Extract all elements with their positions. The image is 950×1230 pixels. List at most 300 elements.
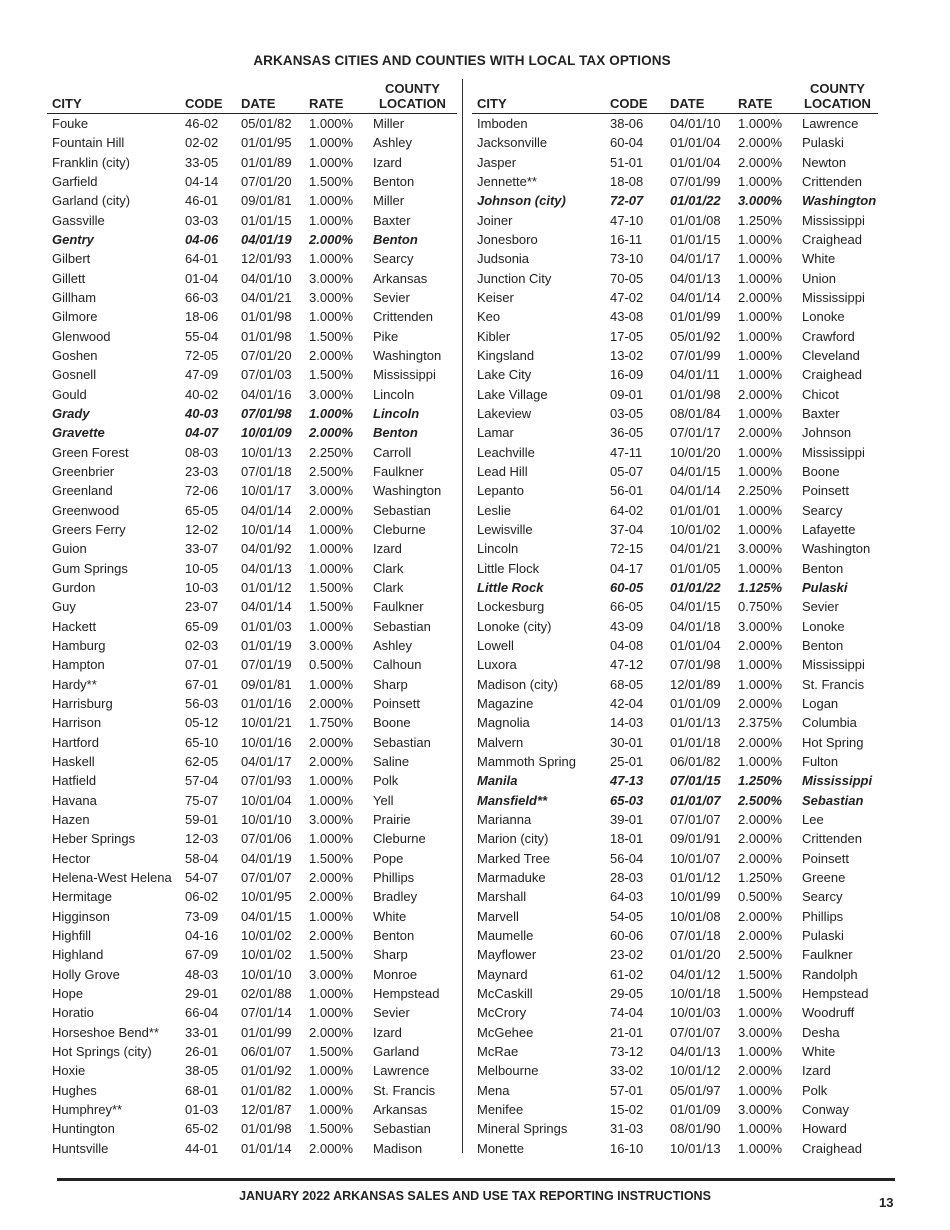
cell-rate: 1.000% xyxy=(738,753,783,769)
cell-rate: 1.000% xyxy=(738,406,783,422)
cell-county: Boone xyxy=(373,715,411,731)
table-row xyxy=(47,578,457,597)
cell-city: Gillett xyxy=(52,270,86,286)
cell-county: Benton xyxy=(373,232,418,248)
cell-county: Poinsett xyxy=(373,696,420,711)
cell-rate: 3.000% xyxy=(738,618,783,634)
cell-rate: 1.000% xyxy=(738,116,783,132)
table-row xyxy=(47,964,457,983)
cell-date: 01/01/12 xyxy=(670,869,721,885)
cell-county: Izard xyxy=(373,1024,402,1040)
cell-date: 05/01/92 xyxy=(670,328,721,344)
cell-code: 46-01 xyxy=(185,193,219,209)
cell-rate: 1.000% xyxy=(738,328,783,344)
cell-rate: 2.250% xyxy=(309,444,354,460)
cell-code: 54-07 xyxy=(185,869,219,885)
cell-county: Washington xyxy=(373,348,442,364)
cell-code: 73-09 xyxy=(185,908,219,924)
cell-rate: 1.000% xyxy=(309,309,354,325)
cell-rate: 3.000% xyxy=(309,638,354,654)
cell-city: Lewisville xyxy=(477,522,533,538)
cell-county: Faulkner xyxy=(373,464,424,480)
cell-code: 05-12 xyxy=(185,715,219,731)
cell-city: Hot Springs (city) xyxy=(52,1043,152,1059)
cell-rate: 2.000% xyxy=(738,734,783,750)
table-row xyxy=(472,945,878,964)
cell-city: Gould xyxy=(52,386,87,402)
table-row xyxy=(47,733,457,752)
table-row xyxy=(47,810,457,829)
cell-county: Mississippi xyxy=(802,444,865,460)
cell-city: Magnolia xyxy=(477,715,530,731)
cell-date: 04/01/17 xyxy=(241,753,292,769)
cell-county: Mississippi xyxy=(373,367,436,383)
cell-rate: 2.500% xyxy=(738,792,783,808)
cell-date: 04/01/13 xyxy=(670,1043,721,1059)
table-row xyxy=(47,327,457,346)
cell-code: 07-01 xyxy=(185,657,219,673)
cell-code: 57-04 xyxy=(185,773,219,789)
cell-code: 16-09 xyxy=(610,367,644,383)
cell-rate: 1.000% xyxy=(738,1140,783,1156)
cell-city: Leslie xyxy=(477,502,511,518)
cell-city: Mansfield** xyxy=(477,792,548,808)
cell-rate: 1.000% xyxy=(309,831,354,847)
cell-date: 04/01/19 xyxy=(241,850,292,866)
cell-county: St. Francis xyxy=(373,1082,436,1098)
cell-city: Hughes xyxy=(52,1082,97,1098)
table-row xyxy=(47,481,457,500)
cell-rate: 1.500% xyxy=(309,580,354,596)
cell-county: Desha xyxy=(802,1024,840,1040)
cell-code: 60-05 xyxy=(610,580,644,596)
cell-date: 04/01/18 xyxy=(670,618,721,634)
cell-city: Havana xyxy=(52,792,97,808)
cell-city: Huntsville xyxy=(52,1140,109,1156)
cell-date: 07/01/14 xyxy=(241,1005,292,1021)
table-row xyxy=(47,636,457,655)
cell-code: 54-05 xyxy=(610,908,644,924)
table-row xyxy=(472,1003,878,1022)
cell-county: Cleburne xyxy=(373,522,426,538)
table-row xyxy=(472,423,878,442)
cell-date: 04/01/13 xyxy=(241,560,292,576)
cell-county: Randolph xyxy=(802,966,858,982)
cell-county: Izard xyxy=(802,1063,831,1079)
cell-date: 04/01/13 xyxy=(670,270,721,286)
cell-county: Logan xyxy=(802,696,839,711)
cell-code: 55-04 xyxy=(185,328,219,344)
cell-rate: 1.250% xyxy=(738,212,783,228)
cell-county: Sharp xyxy=(373,947,408,963)
cell-date: 01/01/09 xyxy=(670,1101,721,1117)
table-row xyxy=(472,636,878,655)
cell-rate: 2.000% xyxy=(309,425,354,441)
cell-rate: 2.000% xyxy=(738,154,783,170)
table-row xyxy=(472,906,878,925)
cell-code: 10-05 xyxy=(185,560,219,576)
cell-rate: 2.000% xyxy=(738,811,783,827)
cell-county: Lonoke xyxy=(802,309,845,325)
cell-date: 10/01/95 xyxy=(241,889,292,905)
cell-county: Sevier xyxy=(373,1005,410,1021)
header-county-line2: LOCATION xyxy=(379,96,446,111)
cell-date: 04/01/14 xyxy=(241,599,292,615)
cell-rate: 2.000% xyxy=(738,290,783,306)
cell-code: 47-12 xyxy=(610,657,644,673)
page-title: ARKANSAS CITIES AND COUNTIES WITH LOCAL TAX OPTIONS xyxy=(253,53,671,68)
cell-city: Grady xyxy=(52,406,90,422)
cell-county: Faulkner xyxy=(802,947,853,963)
table-row xyxy=(47,713,457,732)
cell-rate: 2.000% xyxy=(738,927,783,943)
cell-rate: 3.000% xyxy=(309,290,354,306)
cell-county: White xyxy=(802,1043,836,1059)
cell-rate: 1.500% xyxy=(309,947,354,963)
cell-date: 01/01/18 xyxy=(670,734,721,750)
table-row xyxy=(472,733,878,752)
table-row xyxy=(47,926,457,945)
table-row xyxy=(47,1080,457,1099)
cell-code: 60-06 xyxy=(610,927,644,943)
cell-county: Johnson xyxy=(802,425,852,441)
cell-date: 01/01/05 xyxy=(670,560,721,576)
cell-city: Guion xyxy=(52,541,87,557)
cell-date: 01/01/95 xyxy=(241,135,292,151)
cell-county: Craighead xyxy=(802,1140,862,1156)
cell-code: 31-03 xyxy=(610,1121,644,1137)
cell-date: 04/01/21 xyxy=(241,290,292,306)
table-row xyxy=(472,1119,878,1138)
right-header-row xyxy=(472,77,878,114)
cell-rate: 1.000% xyxy=(309,985,354,1001)
cell-city: Hermitage xyxy=(52,889,112,905)
cell-city: Maumelle xyxy=(477,927,534,943)
header-county-location xyxy=(797,77,878,114)
cell-rate: 2.000% xyxy=(309,348,354,364)
cell-code: 39-01 xyxy=(610,811,644,827)
cell-code: 04-07 xyxy=(185,425,219,441)
header-rate: RATE xyxy=(304,77,368,114)
cell-city: Greenwood xyxy=(52,502,120,518)
cell-county: Sebastian xyxy=(373,618,431,634)
cell-date: 04/01/10 xyxy=(241,270,292,286)
cell-date: 02/01/88 xyxy=(241,985,292,1001)
cell-code: 47-09 xyxy=(185,367,219,383)
cell-code: 04-08 xyxy=(610,638,644,654)
cell-city: Junction City xyxy=(477,270,552,286)
cell-date: 01/01/09 xyxy=(670,696,721,711)
table-row xyxy=(47,269,457,288)
cell-city: Kibler xyxy=(477,328,511,344)
table-row xyxy=(472,771,878,790)
cell-city: Mammoth Spring xyxy=(477,753,576,769)
header-code: CODE xyxy=(605,77,665,114)
cell-city: Hartford xyxy=(52,734,99,750)
table-row xyxy=(472,172,878,191)
right-table-body xyxy=(472,114,878,1158)
cell-date: 07/01/17 xyxy=(670,425,721,441)
cell-date: 01/01/04 xyxy=(670,154,721,170)
cell-county: Lawrence xyxy=(802,116,859,132)
cell-rate: 1.000% xyxy=(738,676,783,692)
cell-code: 74-04 xyxy=(610,1005,644,1021)
table-row xyxy=(472,868,878,887)
table-row xyxy=(47,868,457,887)
cell-code: 06-02 xyxy=(185,889,219,905)
cell-county: Benton xyxy=(373,425,418,441)
cell-rate: 1.000% xyxy=(309,406,354,422)
cell-city: Leachville xyxy=(477,444,535,460)
cell-county: Faulkner xyxy=(373,599,424,615)
cell-date: 04/01/17 xyxy=(670,251,721,267)
cell-city: Little Flock xyxy=(477,560,540,576)
cell-code: 65-05 xyxy=(185,502,219,518)
cell-code: 13-02 xyxy=(610,348,644,364)
cell-county: Baxter xyxy=(802,406,840,422)
table-row xyxy=(47,501,457,520)
cell-city: Madison (city) xyxy=(477,676,558,692)
cell-code: 12-02 xyxy=(185,522,219,538)
cell-date: 04/01/92 xyxy=(241,541,292,557)
cell-county: Pulaski xyxy=(802,927,844,943)
cell-county: Hot Spring xyxy=(802,734,864,750)
cell-city: Gilbert xyxy=(52,251,91,267)
cell-county: Garland xyxy=(373,1043,420,1059)
cell-date: 10/01/09 xyxy=(241,425,292,441)
cell-county: Sebastian xyxy=(373,1121,431,1137)
cell-county: Pulaski xyxy=(802,135,844,151)
cell-county: Izard xyxy=(373,541,402,557)
header-city: CITY xyxy=(47,77,180,114)
cell-rate: 1.500% xyxy=(309,1043,354,1059)
cell-code: 08-03 xyxy=(185,444,219,460)
cell-county: Benton xyxy=(802,638,844,654)
cell-date: 01/01/03 xyxy=(241,618,292,634)
cell-rate: 3.000% xyxy=(309,483,354,499)
cell-rate: 1.500% xyxy=(309,328,354,344)
cell-rate: 2.500% xyxy=(309,464,354,480)
header-county-line1: COUNTY xyxy=(810,81,865,96)
table-row xyxy=(47,1022,457,1041)
table-row xyxy=(472,1042,878,1061)
cell-rate: 1.000% xyxy=(738,522,783,538)
cell-city: Luxora xyxy=(477,657,517,673)
cell-county: Arkansas xyxy=(373,270,428,286)
cell-city: Marshall xyxy=(477,889,527,905)
cell-date: 01/01/98 xyxy=(241,328,292,344)
header-date: DATE xyxy=(665,77,733,114)
cell-city: McCaskill xyxy=(477,985,533,1001)
cell-date: 07/01/18 xyxy=(241,464,292,480)
cell-rate: 2.250% xyxy=(738,483,783,499)
cell-date: 10/01/02 xyxy=(241,927,292,943)
cell-code: 64-03 xyxy=(610,889,644,905)
cell-code: 42-04 xyxy=(610,696,644,711)
cell-county: Union xyxy=(802,270,836,286)
cell-date: 10/01/07 xyxy=(670,850,721,866)
cell-county: Bradley xyxy=(373,889,418,905)
cell-city: Hazen xyxy=(52,811,90,827)
cell-county: Sebastian xyxy=(373,502,431,518)
table-row xyxy=(47,365,457,384)
cell-code: 67-09 xyxy=(185,947,219,963)
cell-date: 07/01/20 xyxy=(241,174,292,190)
cell-code: 47-10 xyxy=(610,212,644,228)
cell-code: 17-05 xyxy=(610,328,644,344)
table-row xyxy=(47,790,457,809)
table-row xyxy=(47,153,457,172)
cell-county: Mississippi xyxy=(802,773,873,789)
cell-county: Madison xyxy=(373,1140,423,1156)
cell-code: 65-09 xyxy=(185,618,219,634)
cell-rate: 1.125% xyxy=(738,580,783,596)
table-row xyxy=(47,848,457,867)
table-row xyxy=(472,153,878,172)
cell-county: Crittenden xyxy=(373,309,433,325)
table-row xyxy=(472,1022,878,1041)
cell-rate: 2.375% xyxy=(738,715,783,731)
cell-city: Glenwood xyxy=(52,328,111,344)
cell-county: Mississippi xyxy=(802,290,865,306)
cell-rate: 2.000% xyxy=(309,696,354,711)
cell-city: Gassville xyxy=(52,212,105,228)
cell-code: 68-05 xyxy=(610,676,644,692)
cell-rate: 1.000% xyxy=(738,309,783,325)
cell-date: 01/01/20 xyxy=(670,947,721,963)
right-tax-table xyxy=(472,77,878,1158)
cell-city: Little Rock xyxy=(477,580,544,596)
cell-code: 68-01 xyxy=(185,1082,219,1098)
cell-city: Higginson xyxy=(52,908,110,924)
cell-date: 01/01/82 xyxy=(241,1082,292,1098)
cell-county: Baxter xyxy=(373,212,411,228)
cell-rate: 2.000% xyxy=(309,1024,354,1040)
cell-date: 01/01/98 xyxy=(670,386,721,402)
cell-code: 64-02 xyxy=(610,502,644,518)
cell-date: 07/01/98 xyxy=(670,657,721,673)
cell-city: Haskell xyxy=(52,753,95,769)
cell-rate: 3.000% xyxy=(309,270,354,286)
cell-date: 10/01/02 xyxy=(670,522,721,538)
table-row xyxy=(472,230,878,249)
cell-code: 64-01 xyxy=(185,251,219,267)
cell-rate: 2.000% xyxy=(309,734,354,750)
table-row xyxy=(472,327,878,346)
cell-date: 01/01/16 xyxy=(241,696,292,711)
cell-code: 25-01 xyxy=(610,753,644,769)
cell-rate: 0.500% xyxy=(309,657,354,673)
cell-county: Lincoln xyxy=(373,406,420,422)
cell-city: Keo xyxy=(477,309,501,325)
cell-county: Lawrence xyxy=(373,1063,430,1079)
left-tax-table-column xyxy=(47,77,457,1158)
table-row xyxy=(47,1138,457,1157)
cell-county: Lafayette xyxy=(802,522,856,538)
cell-city: Marmaduke xyxy=(477,869,546,885)
cell-county: Mississippi xyxy=(802,657,865,673)
cell-county: Cleveland xyxy=(802,348,860,364)
cell-city: Gentry xyxy=(52,232,94,248)
cell-city: Mayflower xyxy=(477,947,537,963)
cell-date: 12/01/89 xyxy=(670,676,721,692)
cell-date: 07/01/03 xyxy=(241,367,292,383)
column-divider xyxy=(462,79,463,1153)
cell-rate: 1.000% xyxy=(738,464,783,480)
cell-code: 01-03 xyxy=(185,1101,219,1117)
cell-county: Benton xyxy=(373,174,415,190)
cell-rate: 1.000% xyxy=(309,792,354,808)
cell-city: Marvell xyxy=(477,908,519,924)
cell-city: Hoxie xyxy=(52,1063,86,1079)
cell-rate: 3.000% xyxy=(738,193,783,209)
cell-city: Holly Grove xyxy=(52,966,120,982)
cell-city: McCrory xyxy=(477,1005,527,1021)
cell-county: Columbia xyxy=(802,715,857,731)
cell-city: Joiner xyxy=(477,212,513,228)
cell-date: 07/01/06 xyxy=(241,831,292,847)
table-row xyxy=(472,346,878,365)
cell-county: Pope xyxy=(373,850,404,866)
cell-rate: 1.000% xyxy=(309,251,354,267)
cell-city: Marianna xyxy=(477,811,532,827)
header-county-location xyxy=(368,77,457,114)
cell-city: Gilmore xyxy=(52,309,98,325)
cell-code: 23-07 xyxy=(185,599,219,615)
cell-rate: 3.000% xyxy=(738,1024,783,1040)
cell-rate: 2.000% xyxy=(738,850,783,866)
table-row xyxy=(47,114,457,134)
cell-rate: 2.000% xyxy=(738,1063,783,1079)
cell-rate: 1.000% xyxy=(309,773,354,789)
table-row xyxy=(47,984,457,1003)
cell-rate: 1.000% xyxy=(738,367,783,383)
cell-city: Helena-West Helena xyxy=(52,869,172,885)
cell-city: Lepanto xyxy=(477,483,524,499)
table-row xyxy=(47,249,457,268)
header-rate: RATE xyxy=(733,77,797,114)
cell-county: Saline xyxy=(373,753,410,769)
table-row xyxy=(472,481,878,500)
table-row xyxy=(472,829,878,848)
cell-city: Hector xyxy=(52,850,91,866)
header-code: CODE xyxy=(180,77,236,114)
cell-rate: 2.000% xyxy=(738,135,783,151)
cell-date: 07/01/98 xyxy=(241,406,292,422)
cell-date: 01/01/99 xyxy=(241,1024,292,1040)
cell-city: Fountain Hill xyxy=(52,135,125,151)
cell-code: 72-05 xyxy=(185,348,219,364)
table-row xyxy=(472,578,878,597)
cell-date: 07/01/15 xyxy=(670,773,721,789)
cell-county: Newton xyxy=(802,154,847,170)
cell-rate: 2.000% xyxy=(309,502,354,518)
cell-date: 09/01/91 xyxy=(670,831,721,847)
cell-date: 01/01/98 xyxy=(241,309,292,325)
cell-county: Lincoln xyxy=(373,386,415,402)
cell-code: 14-03 xyxy=(610,715,644,731)
cell-county: Cleburne xyxy=(373,831,426,847)
cell-date: 01/01/04 xyxy=(670,135,721,151)
table-row xyxy=(47,520,457,539)
cell-county: Craighead xyxy=(802,367,862,383)
cell-county: Phillips xyxy=(373,869,415,885)
cell-date: 04/01/14 xyxy=(670,290,721,306)
cell-code: 47-02 xyxy=(610,290,644,306)
cell-date: 04/01/15 xyxy=(670,599,721,615)
cell-code: 04-14 xyxy=(185,174,219,190)
cell-city: Jennette** xyxy=(477,174,537,190)
